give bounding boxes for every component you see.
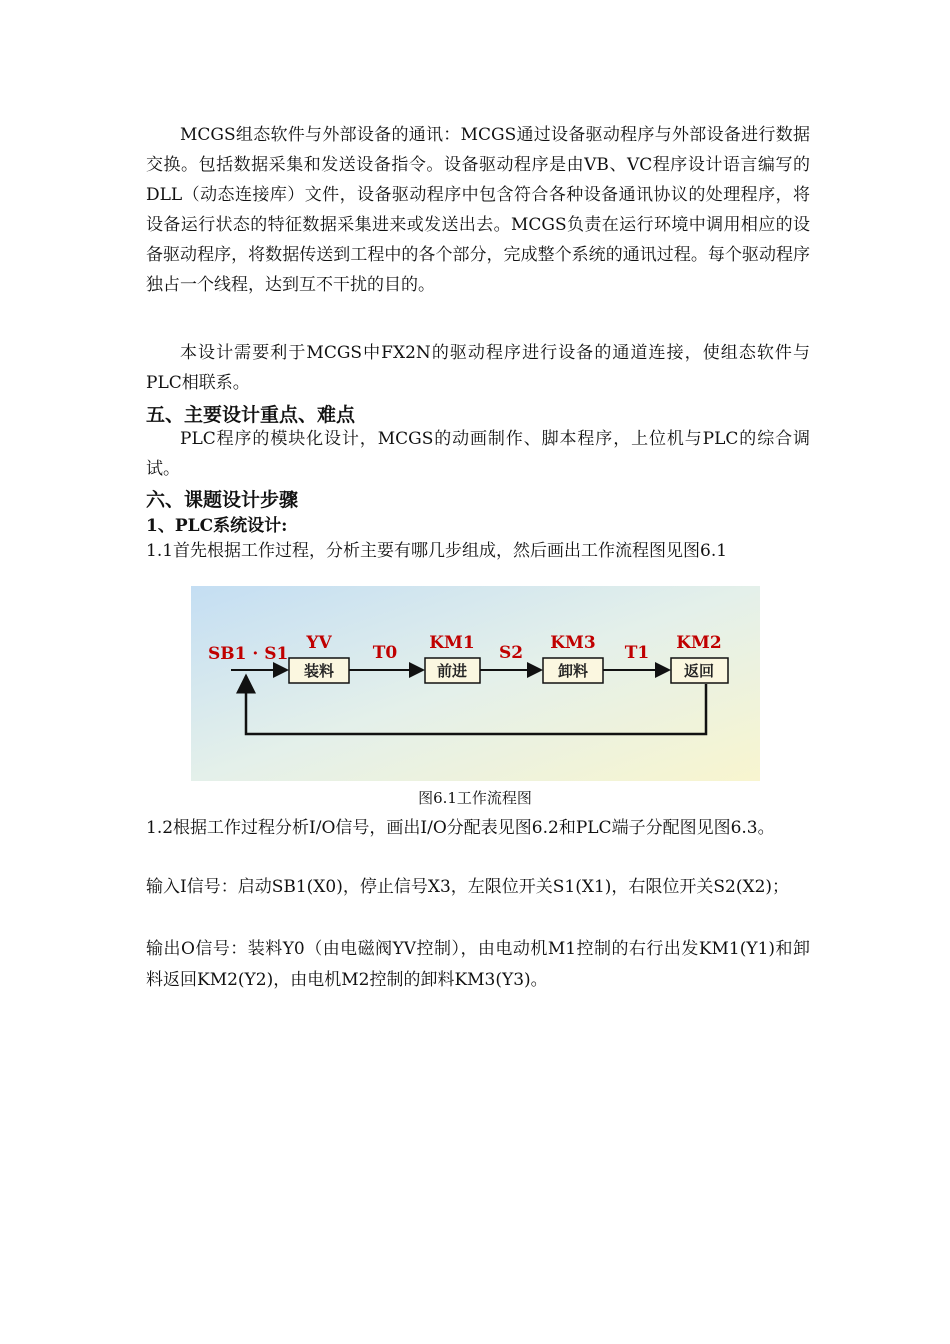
label-t0: T0 (372, 643, 398, 663)
label-t1: T1 (624, 643, 650, 663)
label-s2: S2 (498, 643, 524, 663)
paragraph-design-connection: 本设计需要利于MCGS中FX2N的驱动程序进行设备的通道连接，使组态软件与PLC相联系。 (146, 343, 810, 393)
paragraph-output-signals: 输出O信号：装料Y0（由电磁阀YV控制），由电动机M1控制的右行出发KM1(Y1)和卸料返回KM2(Y2)，由电机M2控制的卸料KM3(Y3)。 (146, 939, 810, 990)
paragraph-key-points: PLC程序的模块化设计，MCGS的动画制作、脚本程序，上位机与PLC的综合调试。 (146, 429, 810, 479)
box-loading-text: 装料 (303, 662, 335, 680)
paragraph-step-1-1: 1.1首先根据工作过程，分析主要有哪几步组成，然后画出工作流程图见图6.1 (146, 541, 728, 561)
heading-section-six: 六、课题设计步骤 (146, 489, 299, 511)
workflow-figure (191, 586, 760, 781)
paragraph-step-1-2: 1.2根据工作过程分析I/O信号，画出I/O分配表见图6.2和PLC端子分配图见图6.3。 (146, 818, 775, 838)
start-label: SB1 · S1 (208, 644, 289, 664)
figure-caption: 图6.1工作流程图 (418, 789, 532, 807)
box-forward-text: 前进 (436, 662, 468, 680)
label-km3: KM3 (550, 633, 596, 653)
label-km2: KM2 (676, 633, 722, 653)
paragraph-input-signals: 输入I信号：启动SB1(X0)，停止信号X3，左限位开关S1(X1)，右限位开关S2(X2)； (146, 877, 790, 897)
subheading-plc-design: 1、PLC系统设计: (146, 516, 288, 536)
box-return-text: 返回 (683, 662, 715, 680)
heading-section-five: 五、主要设计重点、难点 (146, 404, 356, 426)
workflow-diagram (191, 586, 760, 781)
box-unloading-text: 卸料 (557, 662, 589, 680)
paragraph-mcgs-communication: MCGS组态软件与外部设备的通讯：MCGS通过设备驱动程序与外部设备进行数据交换。包括数据采集和发送设备指令。设备驱动程序是由VB、VC程序设计语言编写的DLL（动态连接库）文件，设备驱动程序中包含符合各种设备通讯协议的处理程序，将设备运行状态的特征数据采集进来或发送出去。MCGS负责在运行环境中调用相应的设备驱动程序，将数据传送到工程中的各个部分，完成整个系统的通讯过程。每个驱动程序独占一个线程，达到互不干扰的目的。 (146, 125, 810, 295)
label-km1: KM1 (429, 633, 475, 653)
label-yv: YV (306, 633, 332, 653)
